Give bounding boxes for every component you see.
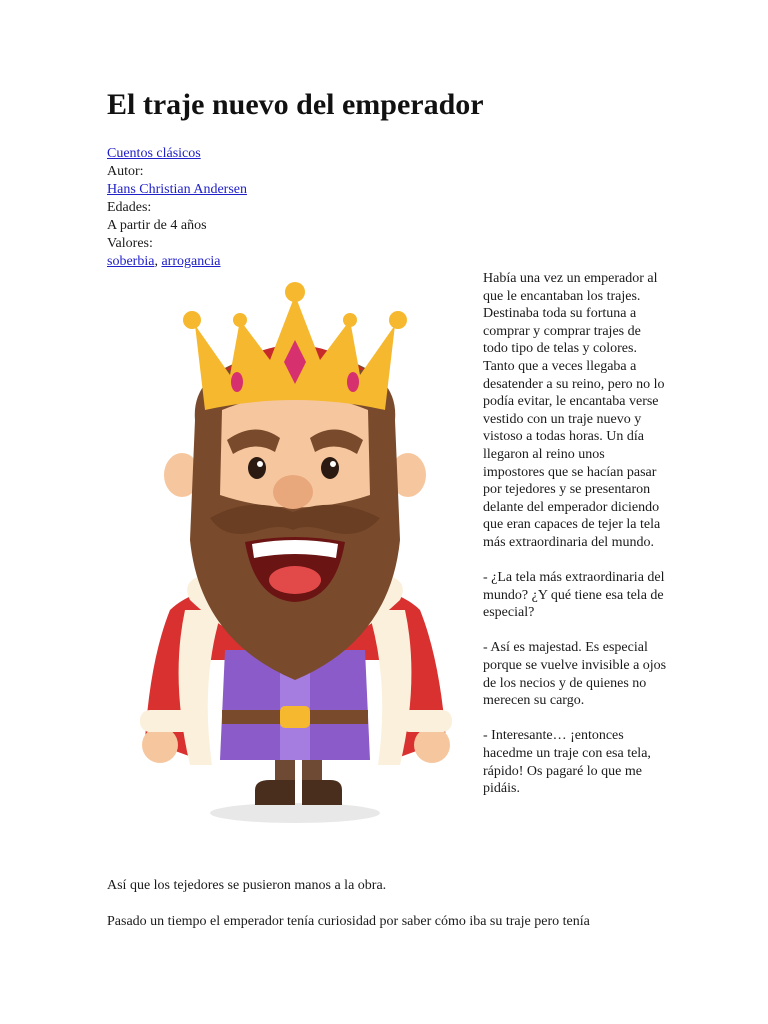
crown-ball-5 <box>389 311 407 329</box>
left-hand <box>142 727 178 763</box>
crown-ball-3 <box>285 282 305 302</box>
left-boot <box>255 780 295 805</box>
values-separator: , <box>154 254 162 269</box>
values-list <box>107 253 407 271</box>
crown-ball-2 <box>233 313 247 327</box>
category-link[interactable]: Cuentos clásicos <box>107 146 201 161</box>
story-paragraph: Pasado un tiempo el emperador tenía curiosidad por saber cómo iba su traje pero tenía <box>107 914 590 929</box>
ages-value: A partir de 4 años <box>107 218 207 233</box>
story-paragraph: Había una vez un emperador al que le encantaban los trajes. Destinaba toda su fortuna a comprar y comprar trajes de todo tipo de telas y colores. Tanto que a veces llegaba a desatender a su reino, pero no lo podía evitar, le encantaba verse vestido con un traje nuevo y vistoso a todas horas. Un día llegaron al reino unos impostores que se hacían pasar por tejedores y se presentaron delante del emperador diciendo que eran capaces de tejer la tela más extraordinaria del mundo. <box>483 271 665 550</box>
story-paragraph: - Así es majestad. Es especial porque se vuelve invisible a ojos de los necios y de quienes no merecen su cargo. <box>483 640 667 709</box>
author-link[interactable]: Hans Christian Andersen <box>107 182 247 197</box>
value-link-soberbia[interactable]: soberbia <box>107 254 155 269</box>
values-label: Valores: <box>107 236 153 251</box>
crown-ball-4 <box>343 313 357 327</box>
crown-gem-left <box>231 372 243 392</box>
tongue <box>269 566 321 594</box>
emperor-illustration <box>130 280 460 830</box>
author-label: Autor: <box>107 164 144 179</box>
story-metadata <box>107 145 407 271</box>
ages-label: Edades: <box>107 200 152 215</box>
right-eye <box>321 457 339 479</box>
ground-shadow <box>210 803 380 823</box>
value-link-arrogancia[interactable]: arrogancia <box>161 254 221 269</box>
right-boot <box>302 780 342 805</box>
story-sidebar <box>483 270 668 815</box>
nose <box>273 475 313 509</box>
belt-buckle <box>280 706 310 728</box>
story-paragraph: - ¿La tela más extraordinaria del mundo? ¿Y qué tiene esa tela de especial? <box>483 570 665 621</box>
crown-ball-1 <box>183 311 201 329</box>
story-continuation <box>107 877 707 949</box>
left-eye <box>248 457 266 479</box>
right-hand <box>414 727 450 763</box>
story-paragraph: - Interesante… ¡entonces hacedme un traje con esa tela, rápido! Os pagaré lo que me pidáis. <box>483 728 651 797</box>
crown-gem-right <box>347 372 359 392</box>
story-paragraph: Así que los tejedores se pusieron manos a la obra. <box>107 878 387 893</box>
page-title: El traje nuevo del emperador <box>107 88 484 121</box>
